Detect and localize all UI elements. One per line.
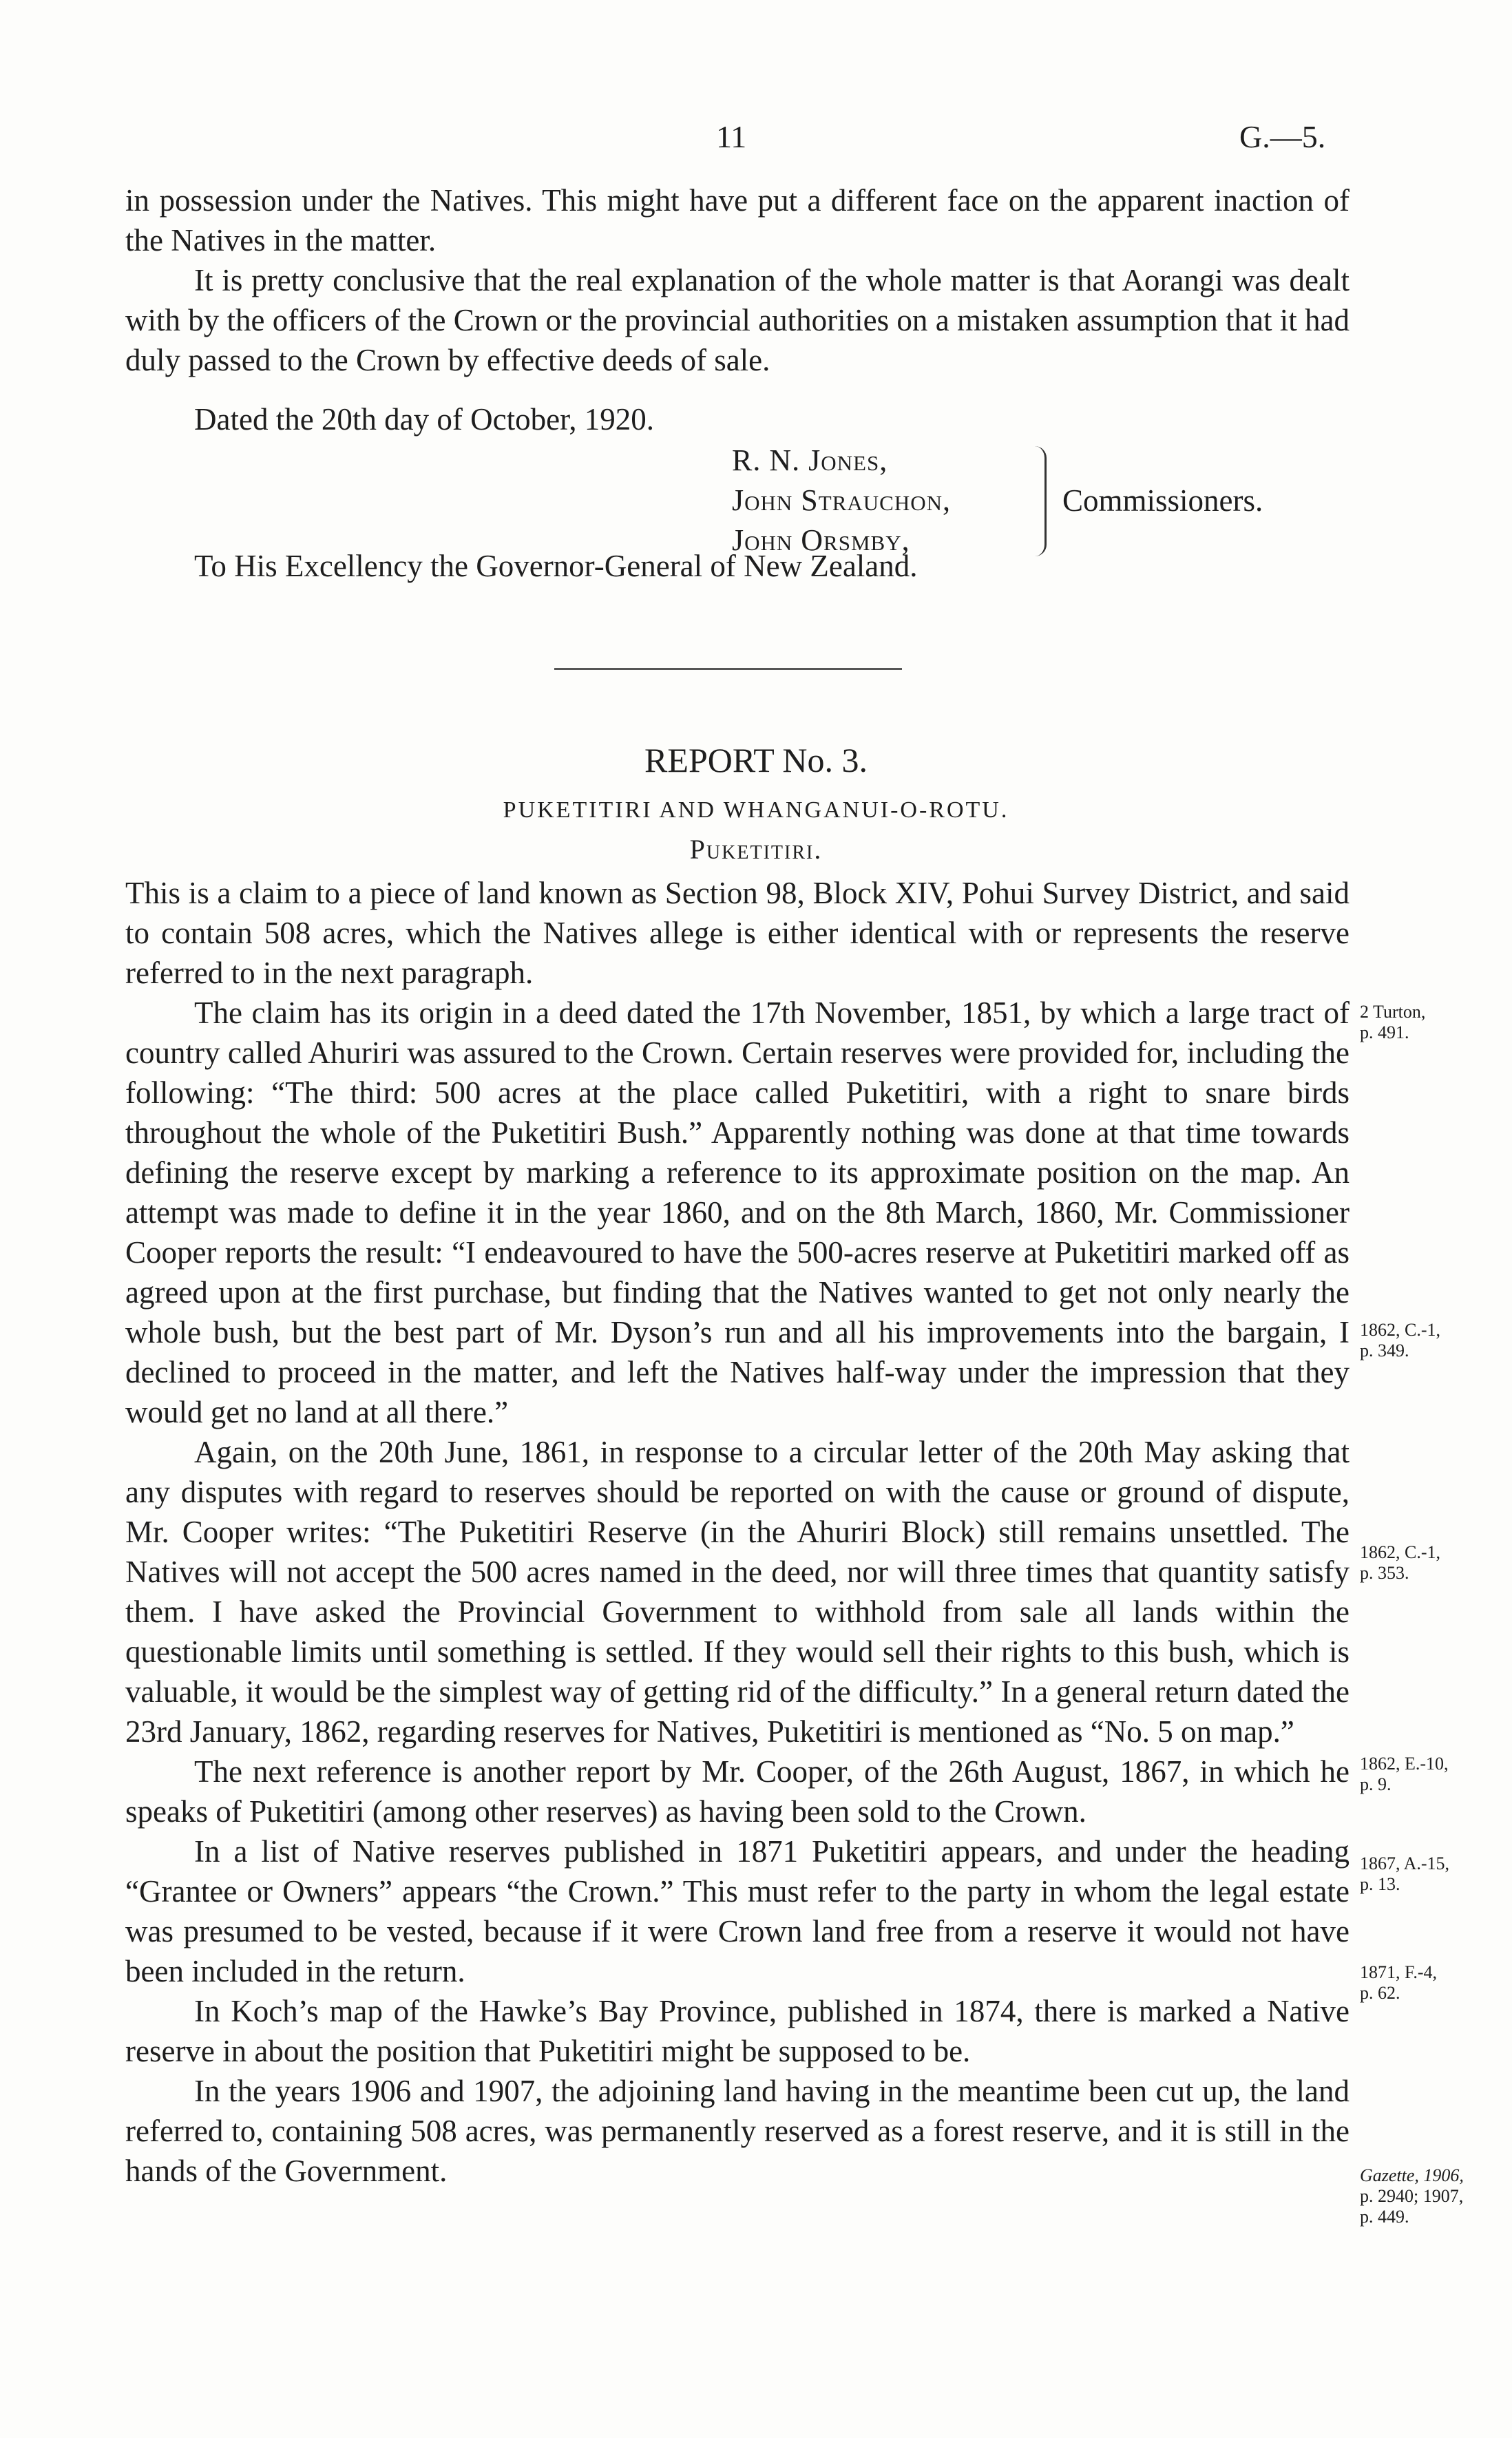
margin-reference: 1862, C.-1, p. 349. <box>1360 1320 1440 1360</box>
signatory-role: Commissioners. <box>1062 483 1263 518</box>
signatory-name: John Strauchon, <box>732 483 951 517</box>
signatory-name: John Orsmby, <box>732 523 910 557</box>
report-subtitle: PUKETITIRI AND WHANGANUI-O-ROTU. <box>503 797 1009 823</box>
margin-reference: 1862, E.-10, p. 9. <box>1360 1754 1449 1794</box>
conclusion-paragraph: It is pretty conclusive that the real explanation of the whole matter is that Aorangi was dealt with by the officers of the Crown or the provincial authorities on a mistaken assumption that it had duly passed to the Crown by effective deeds of sale. <box>125 263 1350 377</box>
page-number: 11 <box>716 119 747 154</box>
previous-report-ending <box>125 180 1350 380</box>
page-header <box>0 117 1512 158</box>
report-paragraph: In the years 1906 and 1907, the adjoining land having in the meantime been cut up, the land referred to, containing 508 acres, was permanently reserved as a forest reserve, and it is still in the hands of the Government. <box>125 2074 1350 2188</box>
signature-brace <box>1035 446 1047 556</box>
report-paragraph: The next reference is another report by Mr. Cooper, of the 26th August, 1867, in which he speaks of Puketitiri (among other reserves) as having been sold to the Crown. <box>125 1754 1350 1829</box>
signatory-name: R. N. Jones, <box>732 443 888 477</box>
continuation-paragraph: in possession under the Natives. This might have put a different face on the apparent inaction of the Natives in the matter. <box>125 183 1350 258</box>
dated-line: Dated the 20th day of October, 1920. <box>194 402 655 437</box>
report-paragraph: The claim has its origin in a deed dated the 17th November, 1851, by which a large tract of country called Ahuriri was assured to the Crown. Certain reserves were provided for, including the following: “The third: 500 acres at the place called Puketitiri, with a right to snare birds throughout the whole of the Puketitiri Bush.” Apparently nothing was done at that time towards defining the reserve except by marking a reference to its approximate position on the map. An attempt was made to define it in the year 1860, and on the 8th March, 1860, Mr. Commissioner Cooper reports the result: “I endeavoured to have the 500-acres reserve at Puketitiri marked off as agreed upon at the first purchase, but finding that the Natives wanted to get not only nearly the whole bush, but the best part of Mr. Dyson’s run and all his improvements into the bargain, I declined to proceed in the matter, and left the Natives half-way under the impression that they would get no land at all there.” <box>125 996 1350 1429</box>
margin-reference: Gazette, 1906, p. 2940; 1907, p. 449. <box>1360 2165 1464 2227</box>
section-heading: Puketitiri. <box>689 834 823 865</box>
report-body <box>125 873 1350 2191</box>
margin-reference: 1871, F.-4, p. 62. <box>1360 1962 1438 2003</box>
report-paragraph: In Koch’s map of the Hawke’s Bay Province, published in 1874, there is marked a Native reserve in about the position that Puketitiri might be supposed to be. <box>125 1994 1350 2068</box>
report-title: REPORT No. 3. <box>644 741 868 779</box>
addressee-line: To His Excellency the Governor-General of New Zealand. <box>194 549 918 583</box>
document-code: G.—5. <box>1239 119 1326 154</box>
report-paragraph: Again, on the 20th June, 1861, in response to a circular letter of the 20th May asking that any disputes with regard to reserves should be reported on with the cause or ground of dispute, Mr. Cooper writes: “The Puketitiri Reserve (in the Ahuriri Block) still remains unsettled. The Natives will not accept the 500 acres named in the deed, nor will three times that quantity satisfy them. I have asked the Provincial Government to withhold from sale all lands within the questionable limits until something is settled. If they would sell their rights to this bush, which is valuable, it would be the simplest way of getting rid of the difficulty.” In a general return dated the 23rd January, 1862, regarding reserves for Natives, Puketitiri is mentioned as “No. 5 on map.” <box>125 1435 1350 1749</box>
report-paragraph: In a list of Native reserves published in 1871 Puketitiri appears, and under the heading “Grantee or Owners” appears “the Crown.” This must refer to the party in whom the legal estate was presumed to be vested, because if it were Crown land free from a reserve it would not have been included in the return. <box>125 1834 1350 1988</box>
margin-reference: 1867, A.-15, p. 13. <box>1360 1853 1449 1894</box>
section-divider <box>554 668 902 670</box>
margin-reference: 2 Turton, p. 491. <box>1360 1002 1426 1042</box>
signature-block <box>732 441 1352 560</box>
report-paragraph: This is a claim to a piece of land known as Section 98, Block XIV, Pohui Survey District, and said to contain 508 acres, which the Natives allege is either identical with or represents the reserve referred to in the next paragraph. <box>125 876 1350 990</box>
margin-reference: 1862, C.-1, p. 353. <box>1360 1542 1440 1583</box>
